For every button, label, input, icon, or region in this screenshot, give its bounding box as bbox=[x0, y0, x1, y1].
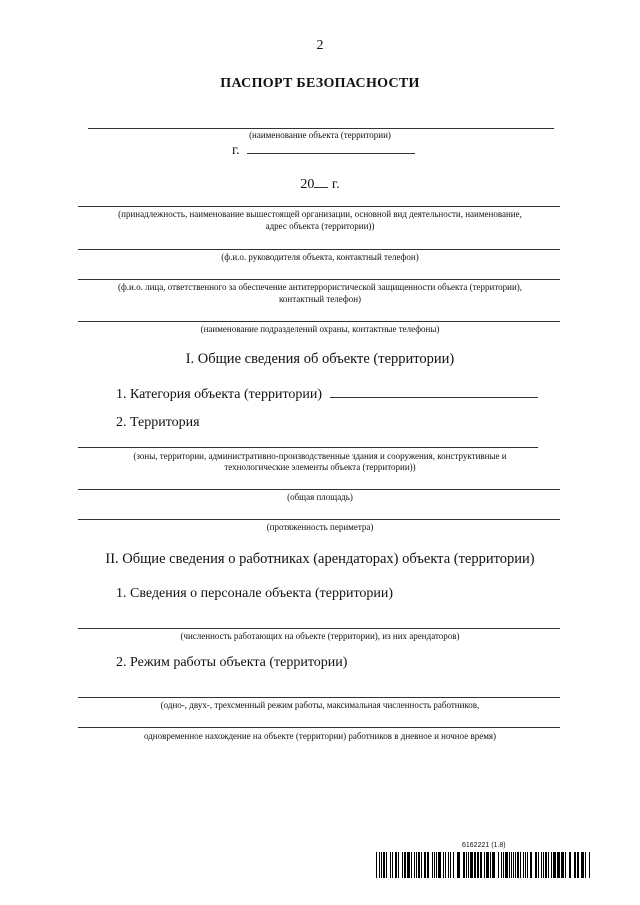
staff-line bbox=[78, 628, 560, 629]
city-prefix: г. bbox=[232, 143, 240, 158]
city-field bbox=[232, 143, 432, 159]
head-caption: (ф.и.о. руководителя объекта, контактный телефон) bbox=[221, 252, 419, 262]
barcode-id: 6162221 (1.8) bbox=[462, 842, 506, 849]
year-suffix: г. bbox=[331, 177, 340, 192]
document-title: ПАСПОРТ БЕЗОПАСНОСТИ bbox=[220, 76, 420, 91]
object-name-line bbox=[88, 128, 554, 129]
shift-caption-2: одновременное нахождение на объекте (территории) работников в дневное и ночное время) bbox=[143, 731, 497, 741]
staff-caption: (численность работающих на объекте (территории), из них арендаторов) bbox=[180, 631, 460, 641]
city-blank bbox=[247, 153, 415, 154]
section-1-heading: I. Общие сведения об объекте (территории) bbox=[185, 351, 455, 367]
responsible-caption-1: (ф.и.о. лица, ответственного за обеспечение антитеррористической защищенности объекта (территории), bbox=[117, 282, 523, 292]
category-field bbox=[116, 387, 566, 403]
ownership-line bbox=[78, 206, 560, 207]
shift-line-2 bbox=[78, 727, 560, 728]
zones-caption-1: (зоны, территории, административно-производственные здания и сооружения, конструктивные и bbox=[133, 451, 507, 461]
staff-label: 1. Сведения о персонале объекта (территории) bbox=[116, 586, 394, 601]
shift-label: 2. Режим работы объекта (территории) bbox=[116, 655, 348, 670]
section-2-heading: II. Общие сведения о работниках (арендаторах) объекта (территории) bbox=[105, 551, 535, 567]
responsible-caption-2: контактный телефон) bbox=[278, 294, 362, 304]
head-line bbox=[78, 249, 560, 250]
ownership-caption-1: (принадлежность, наименование вышестоящей организации, основной вид деятельности, наименование, bbox=[118, 209, 522, 219]
shift-caption-1: (одно-, двух-, трехсменный режим работы, максимальная численность работников, bbox=[160, 700, 480, 710]
area-caption: (общая площадь) bbox=[287, 492, 353, 502]
category-label: 1. Категория объекта (территории) bbox=[116, 387, 323, 402]
perimeter-caption: (протяженность периметра) bbox=[266, 522, 374, 532]
responsible-line bbox=[78, 279, 560, 280]
shift-line-1 bbox=[78, 697, 560, 698]
area-line bbox=[78, 489, 560, 490]
perimeter-line bbox=[78, 519, 560, 520]
category-blank bbox=[330, 397, 538, 398]
page-number: 2 bbox=[316, 38, 324, 53]
zones-line bbox=[78, 447, 538, 448]
year-blank bbox=[314, 187, 328, 188]
year-field bbox=[0, 177, 640, 193]
barcode bbox=[376, 852, 590, 878]
ownership-caption-2: адрес объекта (территории)) bbox=[265, 221, 375, 231]
security-caption: (наименование подразделений охраны, контактные телефоны) bbox=[200, 324, 440, 334]
security-line bbox=[78, 321, 560, 322]
territory-label: 2. Территория bbox=[116, 415, 200, 430]
object-name-caption: (наименование объекта (территории) bbox=[249, 130, 391, 140]
year-prefix: 20 bbox=[300, 177, 315, 192]
zones-caption-2: технологические элементы объекта (территории)) bbox=[224, 462, 416, 472]
